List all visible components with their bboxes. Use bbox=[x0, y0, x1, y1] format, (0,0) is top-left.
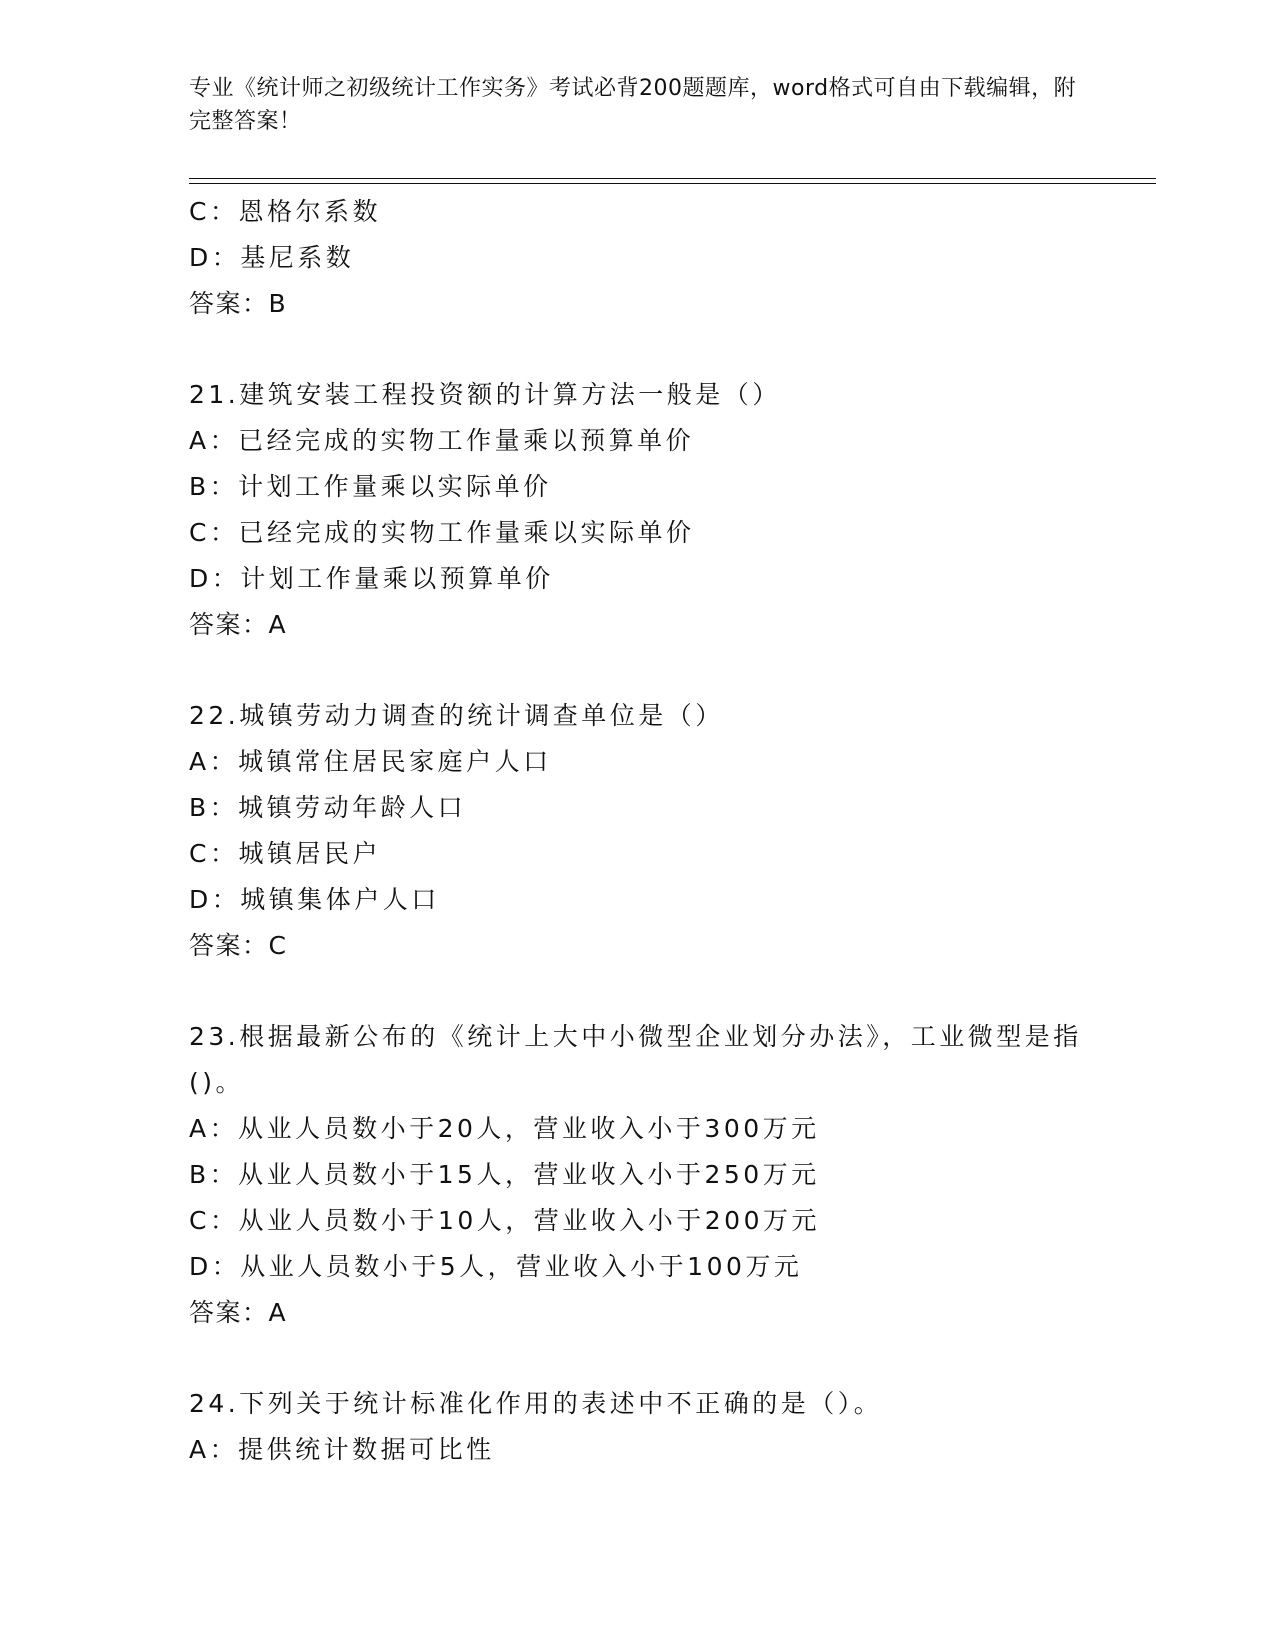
question-stem: 22.城镇劳动力调查的统计调查单位是（） bbox=[189, 701, 724, 730]
option-a: A：从业人员数小于20人，营业收入小于300万元 bbox=[189, 1114, 820, 1143]
question-22 bbox=[189, 693, 1109, 969]
option-c: C：从业人员数小于10人，营业收入小于200万元 bbox=[189, 1206, 820, 1235]
question-stem: 23.根据最新公布的《统计上大中小微型企业划分办法》，工业微型是指()。 bbox=[189, 1022, 1082, 1097]
option-b: B：城镇劳动年龄人口 bbox=[189, 793, 467, 822]
option-c: C：恩格尔系数 bbox=[189, 197, 381, 226]
option-d: D：城镇集体户人口 bbox=[189, 885, 440, 914]
question-list bbox=[189, 189, 1109, 1473]
option-b: B：从业人员数小于15人，营业收入小于250万元 bbox=[189, 1160, 820, 1189]
answer-line: 答案：A bbox=[189, 1298, 288, 1327]
question-21 bbox=[189, 372, 1109, 648]
option-b: B：计划工作量乘以实际单价 bbox=[189, 472, 552, 501]
option-a: A：提供统计数据可比性 bbox=[189, 1435, 495, 1464]
option-c: C：城镇居民户 bbox=[189, 839, 381, 868]
option-c: C：已经完成的实物工作量乘以实际单价 bbox=[189, 518, 695, 547]
header-divider bbox=[189, 178, 1156, 179]
answer-line: 答案：C bbox=[189, 931, 288, 960]
answer-line: 答案：B bbox=[189, 289, 288, 318]
option-d: D：基尼系数 bbox=[189, 243, 355, 272]
header-divider-secondary bbox=[189, 183, 1156, 184]
carry-over-question bbox=[189, 189, 1109, 327]
document-title: 专业《统计师之初级统计工作实务》考试必背200题题库，word格式可自由下载编辑，附完整答案！ bbox=[189, 76, 1077, 134]
option-a: A：已经完成的实物工作量乘以预算单价 bbox=[189, 426, 695, 455]
page-header bbox=[189, 72, 1089, 138]
option-d: D：从业人员数小于5人，营业收入小于100万元 bbox=[189, 1252, 803, 1281]
question-stem: 21.建筑安装工程投资额的计算方法一般是（） bbox=[189, 380, 781, 409]
option-a: A：城镇常住居民家庭户人口 bbox=[189, 747, 552, 776]
question-24 bbox=[189, 1381, 1109, 1473]
answer-line: 答案：A bbox=[189, 610, 288, 639]
question-23 bbox=[189, 1014, 1109, 1336]
question-stem: 24.下列关于统计标准化作用的表述中不正确的是（）。 bbox=[189, 1389, 883, 1418]
option-d: D：计划工作量乘以预算单价 bbox=[189, 564, 554, 593]
